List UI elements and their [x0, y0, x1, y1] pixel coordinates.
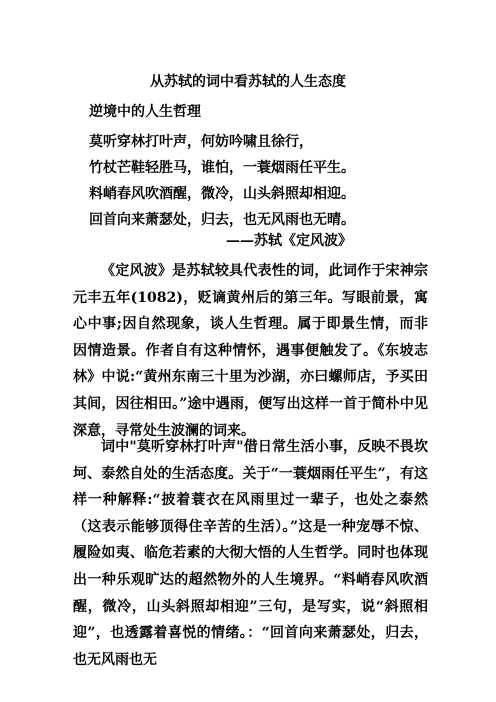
poem-line: 莫听穿林打叶声，何妨吟啸且徐行， — [89, 134, 313, 150]
poem-line: 竹杖芒鞋轻胜马，谁怕，一蓑烟雨任平生。 — [89, 160, 355, 176]
poem-line: 回首向来萧瑟处，归去，也无风雨也无晴。 — [89, 212, 355, 228]
section-heading: 逆境中的人生哲理 — [89, 104, 201, 120]
body-paragraph: 《定风波》是苏轼较具代表性的词，此词作于宋神宗元丰五年(1082)，贬谪黄州后的第三年。写眼前景，寓心中事;因自然现象，谈人生哲理。属于即景生情，而非因情造景。作者自有这种情怀，遇事便触发了。《东坡志林》中说:“黄州东南三十里为沙湖，亦曰螺师店，予买田其间，因往相田。”途中遇雨，便写出这样一首于简朴中见深意，寻常处生波澜的词来。 — [73, 263, 428, 439]
poem-block — [89, 129, 355, 233]
poem-attribution: ——苏轼《定风波》 — [226, 233, 352, 249]
poem-line: 料峭春风吹酒醒，微冷，山头斜照却相迎。 — [89, 186, 355, 202]
body-paragraph: 词中"莫听穿林打叶声"借日常生活小事，反映不畏坎坷、泰然自处的生活态度。关于“一蓑烟雨任平生”，有这样一种解释:“披着蓑衣在风雨里过一辈子，也处之泰然（这表示能够顶得住辛苦的生活）。”这是一种宠辱不惊、履险如夷、临危若素的大彻大悟的人生哲学。同时也体现出一种乐观旷达的超然物外的人生境界。“料峭春风吹酒醒，微冷，山头斜照却相迎”三句，是写实，说“斜照相迎”，也透露着喜悦的情绪。：“回首向来萧瑟处，归去，也无风雨也无 — [73, 439, 428, 668]
document-title: 从苏轼的词中看苏轼的人生态度 — [150, 74, 346, 90]
